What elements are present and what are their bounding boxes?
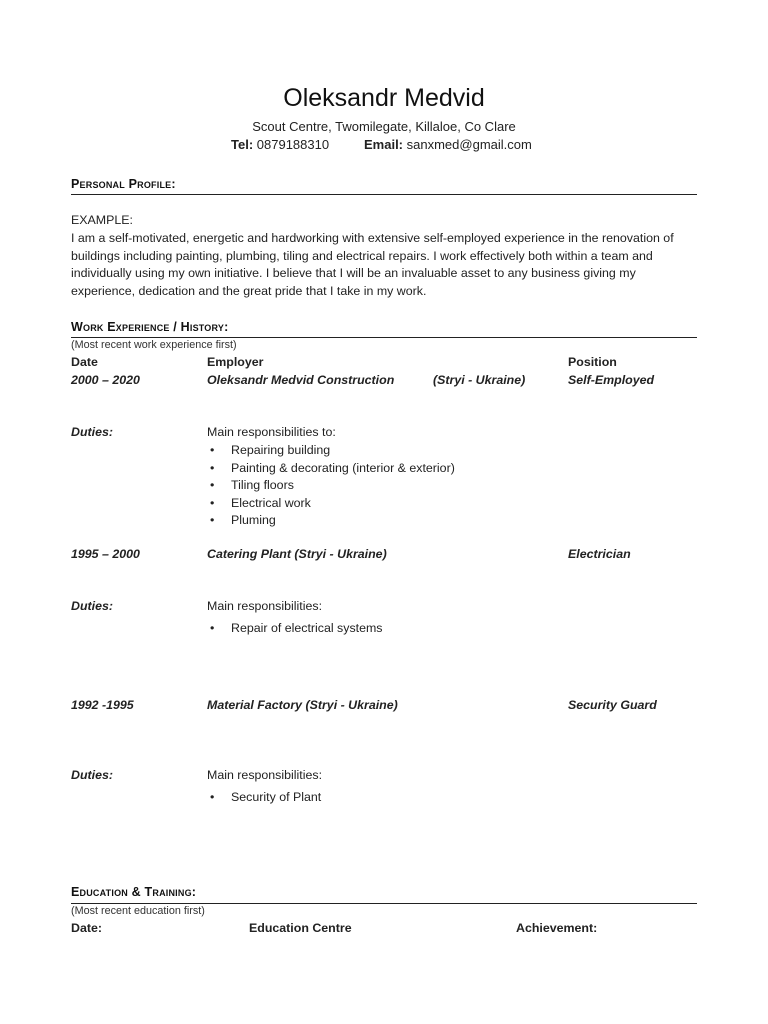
tel-label: Tel:	[231, 137, 254, 152]
job-position: Electrician	[568, 547, 631, 561]
bullet-icon: •	[210, 621, 215, 635]
work-note: (Most recent work experience first)	[71, 339, 237, 351]
email-line	[364, 137, 532, 152]
education-heading: Education & Training:	[71, 885, 197, 899]
duty-text: Repair of electrical systems	[231, 621, 383, 635]
address-line: Scout Centre, Twomilegate, Killaloe, Co Clare	[252, 119, 516, 134]
profile-line: I am a self-motivated, energetic and hardworking with extensive self-employed experience in the renovation of	[71, 231, 674, 245]
list-item	[207, 442, 455, 460]
email-label: Email:	[364, 137, 404, 152]
duty-text: Electrical work	[231, 495, 311, 510]
bullet-icon: •	[210, 460, 215, 475]
job-date: 1995 – 2000	[71, 547, 140, 561]
duties-label: Duties:	[71, 425, 113, 439]
education-col-date: Date:	[71, 921, 102, 935]
profile-line: experience, dedication and the great pride that I take in my work.	[71, 283, 427, 298]
bullet-icon: •	[210, 443, 215, 457]
duties-label: Duties:	[71, 768, 113, 782]
job-position: Self-Employed	[568, 373, 655, 387]
list-item	[207, 512, 455, 530]
education-col-centre: Education Centre	[249, 921, 352, 935]
list-item	[207, 620, 383, 638]
profile-example-label: EXAMPLE:	[71, 213, 133, 227]
bullet-icon: •	[210, 790, 215, 804]
job-employer: Catering Plant (Stryi - Ukraine)	[207, 547, 387, 561]
work-divider	[71, 337, 697, 338]
duty-text: Tiling floors	[231, 478, 294, 492]
bullet-icon: •	[210, 513, 215, 527]
duties-intro: Main responsibilities:	[207, 599, 323, 613]
phone-line	[231, 137, 329, 152]
list-item	[207, 789, 321, 807]
bullet-icon: •	[210, 495, 215, 510]
education-col-achievement: Achievement:	[516, 921, 598, 935]
list-item	[207, 477, 455, 495]
duty-text: Pluming	[231, 513, 276, 527]
job-date: 1992 -1995	[71, 698, 134, 712]
applicant-name: Oleksandr Medvid	[283, 84, 485, 112]
list-item	[207, 460, 455, 478]
duties-intro: Main responsibilities:	[207, 768, 323, 782]
list-item	[207, 495, 455, 513]
duty-text: Security of Plant	[231, 790, 322, 804]
work-heading: Work Experience / History:	[71, 320, 229, 334]
profile-line: buildings including painting, plumbing, tiling and electrical repairs. I work effectively both within a team and	[71, 248, 653, 263]
duties-label: Duties:	[71, 599, 113, 613]
duties-list	[207, 620, 383, 638]
work-col-employer: Employer	[207, 355, 264, 369]
duties-list	[207, 789, 321, 807]
job-employer: Oleksandr Medvid Construction	[207, 373, 395, 387]
profile-line: individually using my own initiative. I believe that I will be an invaluable asset to any business giving my	[71, 266, 636, 280]
job-location: (Stryi - Ukraine)	[433, 373, 526, 387]
profile-divider	[71, 194, 697, 195]
work-col-date: Date	[71, 355, 98, 369]
profile-heading: Personal Profile:	[71, 177, 176, 191]
tel-value: 0879188310	[256, 137, 330, 152]
job-date: 2000 – 2020	[71, 373, 140, 387]
education-note: (Most recent education first)	[71, 905, 205, 917]
duties-list	[207, 442, 455, 530]
job-employer: Material Factory (Stryi - Ukraine)	[207, 698, 398, 712]
job-position: Security Guard	[568, 698, 657, 712]
duties-intro: Main responsibilities to:	[207, 425, 336, 439]
work-col-position: Position	[568, 355, 617, 369]
email-value: sanxmed@gmail.com	[406, 137, 532, 152]
duty-text: Repairing building	[231, 443, 331, 457]
bullet-icon: •	[210, 478, 215, 492]
duty-text: Painting & decorating (interior & exterior)	[231, 460, 455, 475]
education-divider	[71, 903, 697, 904]
